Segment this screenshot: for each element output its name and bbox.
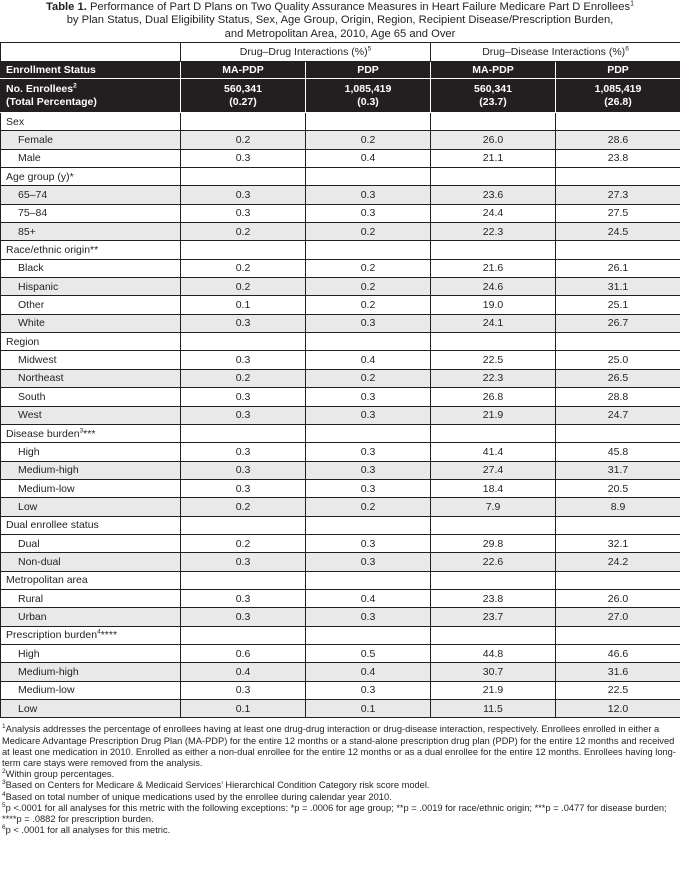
value-cell: 24.1	[431, 314, 556, 332]
enrollees-value: 560,341 (0.27)	[181, 79, 306, 113]
value-cell: 0.2	[306, 278, 431, 296]
table-row	[1, 644, 680, 662]
value-cell: 18.4	[431, 479, 556, 497]
footnotes	[0, 718, 680, 836]
empty-cell	[431, 571, 556, 589]
table-row	[1, 700, 680, 718]
row-label: Low	[1, 498, 181, 516]
value-cell: 0.3	[181, 589, 306, 607]
table-row	[1, 443, 680, 461]
value-cell: 0.3	[181, 681, 306, 699]
empty-cell	[431, 241, 556, 259]
row-label: Midwest	[1, 351, 181, 369]
value-cell: 12.0	[556, 700, 680, 718]
col-header-ddi-pdp: PDP	[306, 62, 431, 79]
value-cell: 32.1	[556, 534, 680, 552]
row-label: 65–74	[1, 186, 181, 204]
table-caption	[0, 0, 680, 42]
value-cell: 0.2	[306, 498, 431, 516]
group-row	[1, 113, 680, 131]
value-cell: 0.3	[306, 534, 431, 552]
empty-cell	[431, 516, 556, 534]
value-cell: 0.2	[306, 296, 431, 314]
value-cell: 27.0	[556, 608, 680, 626]
value-cell: 30.7	[431, 663, 556, 681]
empty-cell	[556, 168, 680, 186]
value-cell: 0.1	[181, 296, 306, 314]
value-cell: 24.6	[431, 278, 556, 296]
empty-cell	[181, 333, 306, 351]
group-label: Prescription burden$^4$****	[1, 626, 181, 644]
table-body	[1, 113, 680, 718]
value-cell: 24.5	[556, 223, 680, 241]
value-cell: 26.7	[556, 314, 680, 332]
table-row	[1, 388, 680, 406]
empty-cell	[431, 626, 556, 644]
row-label: Hispanic	[1, 278, 181, 296]
group-label: Region	[1, 333, 181, 351]
empty-cell	[556, 333, 680, 351]
value-cell: 44.8	[431, 644, 556, 662]
value-cell: 0.4	[306, 149, 431, 167]
enrollees-value: 1,085,419 (0.3)	[306, 79, 431, 113]
value-cell: 22.6	[431, 553, 556, 571]
table-row	[1, 223, 680, 241]
value-cell: 0.2	[181, 223, 306, 241]
value-cell: 0.4	[306, 589, 431, 607]
value-cell: 41.4	[431, 443, 556, 461]
value-cell: 0.3	[306, 406, 431, 424]
value-cell: 26.0	[431, 131, 556, 149]
value-cell: 0.2	[306, 259, 431, 277]
row-label: Medium-low	[1, 479, 181, 497]
col-header-ddi-ma-pdp: MA-PDP	[181, 62, 306, 79]
empty-cell	[431, 113, 556, 131]
row-label: High	[1, 443, 181, 461]
row-label: Medium-high	[1, 461, 181, 479]
group-row	[1, 333, 680, 351]
row-label: Male	[1, 149, 181, 167]
group-label: Metropolitan area	[1, 571, 181, 589]
enrollees-value: 560,341 (23.7)	[431, 79, 556, 113]
value-cell: 0.3	[306, 681, 431, 699]
table-row	[1, 314, 680, 332]
value-cell: 21.9	[431, 406, 556, 424]
table-row	[1, 608, 680, 626]
value-cell: 0.2	[181, 259, 306, 277]
value-cell: 0.3	[181, 204, 306, 222]
col-header-dxi-ma-pdp: MA-PDP	[431, 62, 556, 79]
header-blank-cell	[1, 43, 181, 62]
value-cell: 24.7	[556, 406, 680, 424]
enrollment-status-header: Enrollment Status	[1, 62, 181, 79]
value-cell: 46.6	[556, 644, 680, 662]
value-cell: 0.3	[181, 479, 306, 497]
value-cell: 23.8	[431, 589, 556, 607]
empty-cell	[181, 571, 306, 589]
empty-cell	[181, 113, 306, 131]
value-cell: 0.3	[306, 553, 431, 571]
value-cell: 24.4	[431, 204, 556, 222]
value-cell: 25.1	[556, 296, 680, 314]
value-cell: 0.3	[181, 149, 306, 167]
row-label: West	[1, 406, 181, 424]
empty-cell	[181, 516, 306, 534]
footnote: $^3$Based on Centers for Medicare & Medicaid Services’ Hierarchical Condition Category risk score model.	[2, 779, 430, 791]
footnote: $^5$p <.0001 for all analyses for this metric with the following exceptions: *p = .0006 for age group; **p = .0019 for race/ethnic origin; ***p = .0477 for disease burden; ****p = .0882 for prescription burden.	[2, 801, 667, 824]
empty-cell	[306, 113, 431, 131]
data-table	[0, 42, 680, 718]
empty-cell	[306, 424, 431, 442]
group-row	[1, 241, 680, 259]
value-cell: 0.4	[306, 663, 431, 681]
value-cell: 0.3	[306, 461, 431, 479]
value-cell: 29.8	[431, 534, 556, 552]
value-cell: 0.3	[181, 443, 306, 461]
table-row	[1, 589, 680, 607]
value-cell: 27.3	[556, 186, 680, 204]
value-cell: 0.2	[181, 278, 306, 296]
value-cell: 26.0	[556, 589, 680, 607]
table-row	[1, 186, 680, 204]
value-cell: 0.6	[181, 644, 306, 662]
footnote: $^1$Analysis addresses the percentage of enrollees having at least one drug-drug interaction or drug-disease interaction, respectively. Enrollees enrolled in either a Medicare Advantage Prescription Drug Plan (MA-PDP) for the entire 12 months or a stand-alone prescription drug plan (PDP) for the entire 12 months and received at least one medication in 2010. Enrolled as either a non-dual enrollee for the entire 12 months or as a dual enrollee for the entire 12 months. Enrollees having long-term care stays were removed from the analysis.	[2, 723, 676, 768]
group-row	[1, 424, 680, 442]
value-cell: 26.1	[556, 259, 680, 277]
group-label: Sex	[1, 113, 181, 131]
table-row	[1, 553, 680, 571]
value-cell: 31.7	[556, 461, 680, 479]
value-cell: 0.2	[306, 223, 431, 241]
table-row	[1, 534, 680, 552]
value-cell: 0.5	[306, 644, 431, 662]
value-cell: 0.3	[181, 388, 306, 406]
footnote: $^2$Within group percentages.	[2, 768, 115, 780]
value-cell: 7.9	[431, 498, 556, 516]
value-cell: 0.3	[181, 186, 306, 204]
caption-footnote-ref: 1	[630, 0, 634, 8]
empty-cell	[556, 571, 680, 589]
value-cell: 0.3	[306, 608, 431, 626]
group-row	[1, 571, 680, 589]
empty-cell	[181, 241, 306, 259]
row-label: South	[1, 388, 181, 406]
value-cell: 23.7	[431, 608, 556, 626]
table-row	[1, 204, 680, 222]
value-cell: 0.3	[181, 461, 306, 479]
value-cell: 0.3	[306, 443, 431, 461]
value-cell: 0.1	[306, 700, 431, 718]
value-cell: 0.3	[306, 204, 431, 222]
table-row	[1, 296, 680, 314]
value-cell: 0.2	[181, 369, 306, 387]
table-row	[1, 278, 680, 296]
value-cell: 21.9	[431, 681, 556, 699]
row-label: Other	[1, 296, 181, 314]
value-cell: 25.0	[556, 351, 680, 369]
dxi-group-header: Drug–Disease Interactions (%)$^6$	[431, 43, 680, 62]
value-cell: 0.3	[306, 186, 431, 204]
row-label: Northeast	[1, 369, 181, 387]
footnote: $^6$p < .0001 for all analyses for this metric.	[2, 824, 171, 836]
empty-cell	[556, 626, 680, 644]
empty-cell	[306, 333, 431, 351]
row-label: Female	[1, 131, 181, 149]
value-cell: 8.9	[556, 498, 680, 516]
value-cell: 22.5	[431, 351, 556, 369]
value-cell: 0.4	[181, 663, 306, 681]
empty-cell	[556, 516, 680, 534]
value-cell: 0.3	[181, 553, 306, 571]
empty-cell	[431, 333, 556, 351]
empty-cell	[306, 168, 431, 186]
value-cell: 21.6	[431, 259, 556, 277]
row-label: Low	[1, 700, 181, 718]
value-cell: 26.8	[431, 388, 556, 406]
value-cell: 0.4	[306, 351, 431, 369]
value-cell: 0.1	[181, 700, 306, 718]
table-row	[1, 259, 680, 277]
empty-cell	[306, 241, 431, 259]
table-row	[1, 369, 680, 387]
enrollees-value: 1,085,419 (26.8)	[556, 79, 680, 113]
row-label: Rural	[1, 589, 181, 607]
empty-cell	[556, 424, 680, 442]
row-label: Urban	[1, 608, 181, 626]
value-cell: 0.2	[181, 498, 306, 516]
value-cell: 0.2	[181, 534, 306, 552]
value-cell: 11.5	[431, 700, 556, 718]
empty-cell	[306, 571, 431, 589]
empty-cell	[556, 113, 680, 131]
value-cell: 23.6	[431, 186, 556, 204]
value-cell: 0.3	[181, 351, 306, 369]
row-label: 75–84	[1, 204, 181, 222]
group-label: Dual enrollee status	[1, 516, 181, 534]
value-cell: 0.3	[306, 314, 431, 332]
row-label: Dual	[1, 534, 181, 552]
empty-cell	[431, 168, 556, 186]
value-cell: 28.8	[556, 388, 680, 406]
value-cell: 0.2	[306, 131, 431, 149]
value-cell: 45.8	[556, 443, 680, 461]
table-label: Table 1.	[46, 1, 87, 13]
caption-line-1: Performance of Part D Plans on Two Quality Assurance Measures in Heart Failure Medicare Part D Enrollees	[89, 1, 631, 13]
value-cell: 31.1	[556, 278, 680, 296]
col-header-dxi-pdp: PDP	[556, 62, 680, 79]
value-cell: 19.0	[431, 296, 556, 314]
table-row	[1, 131, 680, 149]
value-cell: 22.3	[431, 223, 556, 241]
table-row	[1, 498, 680, 516]
value-cell: 20.5	[556, 479, 680, 497]
empty-cell	[181, 626, 306, 644]
value-cell: 21.1	[431, 149, 556, 167]
table-row	[1, 663, 680, 681]
row-label: Medium-high	[1, 663, 181, 681]
value-cell: 0.3	[181, 314, 306, 332]
value-cell: 0.2	[306, 369, 431, 387]
value-cell: 31.6	[556, 663, 680, 681]
value-cell: 0.3	[181, 608, 306, 626]
row-label: White	[1, 314, 181, 332]
value-cell: 27.5	[556, 204, 680, 222]
empty-cell	[181, 168, 306, 186]
value-cell: 22.3	[431, 369, 556, 387]
table-row	[1, 351, 680, 369]
value-cell: 0.2	[181, 131, 306, 149]
empty-cell	[431, 424, 556, 442]
value-cell: 27.4	[431, 461, 556, 479]
empty-cell	[306, 626, 431, 644]
table-row	[1, 149, 680, 167]
enrollees-header: No. Enrollees$^2$ (Total Percentage)	[1, 79, 181, 113]
group-row	[1, 626, 680, 644]
group-row	[1, 168, 680, 186]
group-label: Race/ethnic origin**	[1, 241, 181, 259]
table-row	[1, 406, 680, 424]
row-label: Medium-low	[1, 681, 181, 699]
row-label: High	[1, 644, 181, 662]
empty-cell	[306, 516, 431, 534]
caption-line-3: and Metropolitan Area, 2010, Age 65 and Over	[224, 27, 456, 40]
group-label: Disease burden$^3$***	[1, 424, 181, 442]
value-cell: 26.5	[556, 369, 680, 387]
row-label: 85+	[1, 223, 181, 241]
empty-cell	[556, 241, 680, 259]
value-cell: 22.5	[556, 681, 680, 699]
row-label: Non-dual	[1, 553, 181, 571]
value-cell: 0.3	[306, 479, 431, 497]
table-row	[1, 461, 680, 479]
group-row	[1, 516, 680, 534]
row-label: Black	[1, 259, 181, 277]
table-row	[1, 681, 680, 699]
value-cell: 23.8	[556, 149, 680, 167]
table-row	[1, 479, 680, 497]
caption-line-2: by Plan Status, Dual Eligibility Status, Sex, Age Group, Origin, Region, Recipient Disease/Prescription Burden,	[66, 14, 614, 27]
value-cell: 0.3	[181, 406, 306, 424]
group-label: Age group (y)*	[1, 168, 181, 186]
value-cell: 24.2	[556, 553, 680, 571]
footnote: $^4$Based on total number of unique medications used by the enrollee during calendar year 2010.	[2, 790, 392, 802]
value-cell: 0.3	[306, 388, 431, 406]
value-cell: 28.6	[556, 131, 680, 149]
ddi-group-header: Drug–Drug Interactions (%)$^5$	[181, 43, 431, 62]
empty-cell	[181, 424, 306, 442]
